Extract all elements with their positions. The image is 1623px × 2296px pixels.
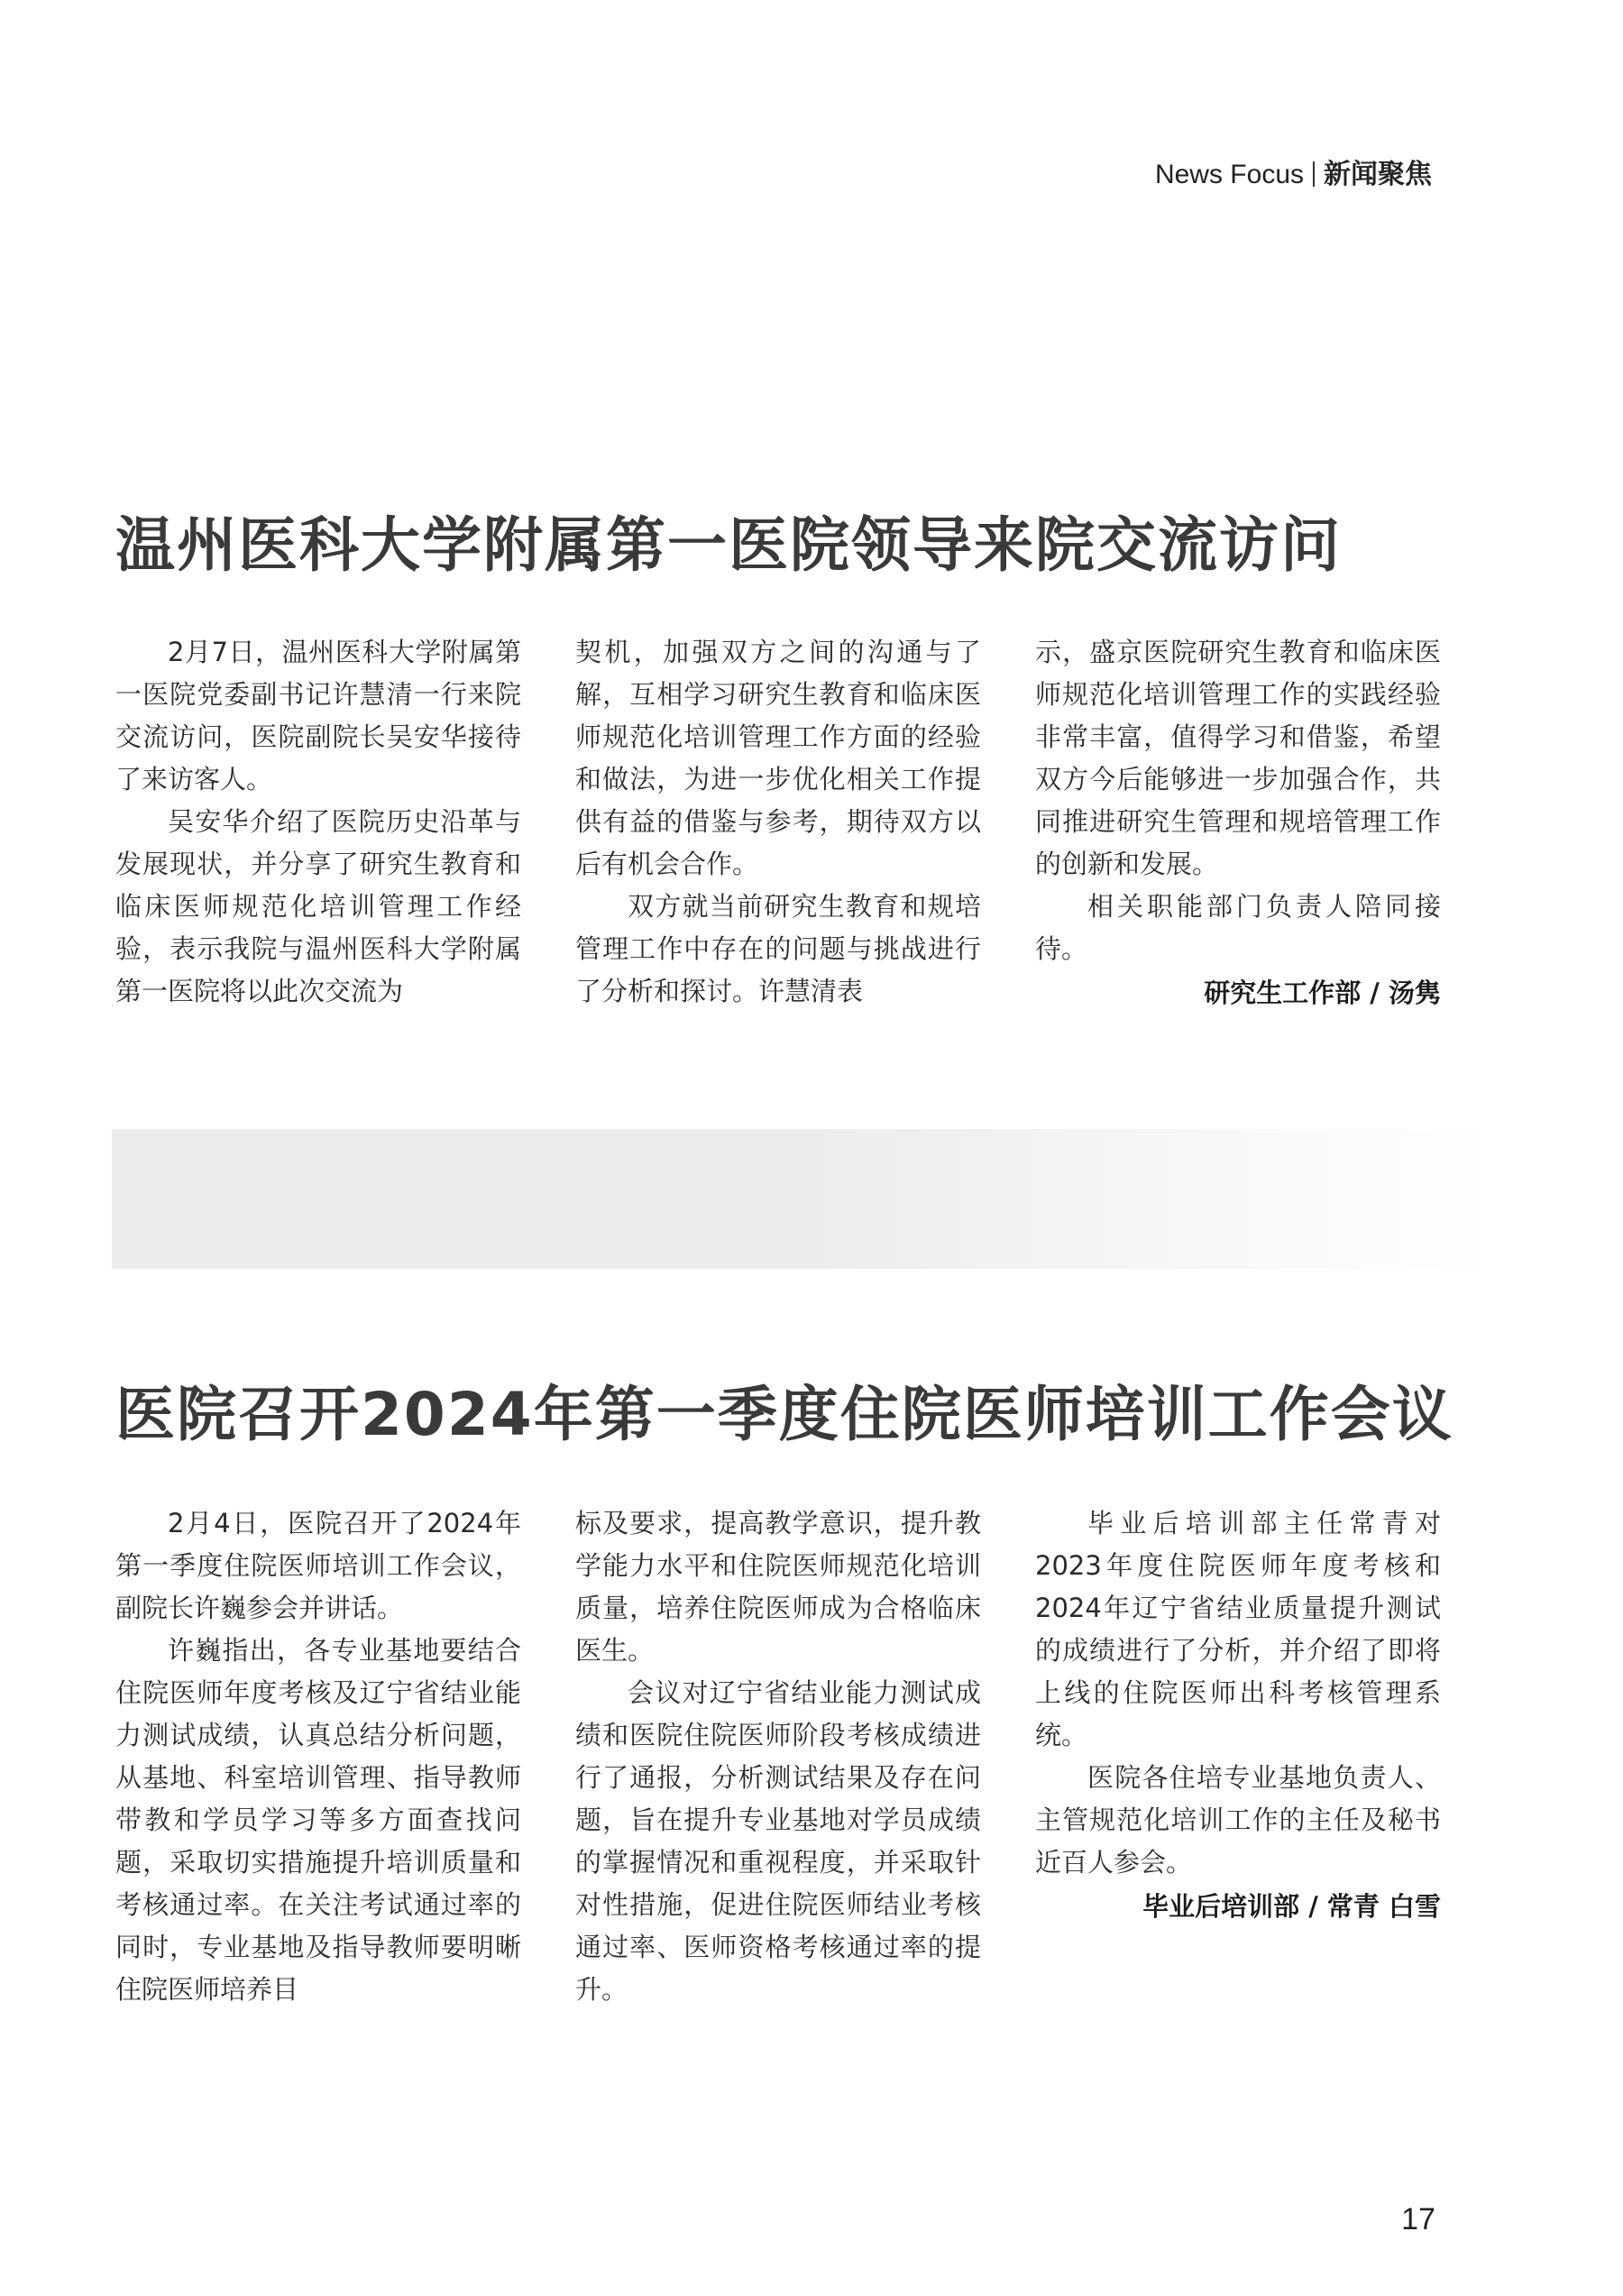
article2-paragraph: 许巍指出，各专业基地要结合住院医师年度考核及辽宁省结业能力测试成绩，认真总结分析问题，从基地、科室培训管理、指导教师带教和学员学习等多方面查找问题，采取切实措施提升培训质量和考核通过率。在关注考试通过率的同时，专业基地及指导教师要明晰住院医师培养目 xyxy=(115,1635,521,2005)
article2-paragraph: 毕业后培训部主任常青对2023年度住院医师年度考核和2024年辽宁省结业质量提升测试的成绩进行了分析，并介绍了即将上线的住院医师出科考核管理系统。 xyxy=(1035,1508,1441,1750)
article1-paragraph: 双方就当前研究生教育和规培管理工作中存在的问题与挑战进行了分析和探讨。许慧清表 xyxy=(575,891,981,1006)
article1-title: 温州医科大学附属第一医院领导来院交流访问 xyxy=(115,510,1342,580)
header-divider xyxy=(1313,161,1315,187)
article2-paragraph: 会议对辽宁省结业能力测试成绩和医院住院医师阶段考核成绩进行了通报，分析测试结果及存在问题，旨在提升专业基地对学员成绩的掌握情况和重视程度，并采取针对性措施，促进住院医师结业考核通过率、医师资格考核通过率的提升。 xyxy=(575,1677,981,2005)
article2-body xyxy=(115,1502,1441,2011)
article2-column-1 xyxy=(115,1502,521,2011)
article1-column-2 xyxy=(575,631,981,1015)
article2-paragraph: 2月4日，医院召开了2024年第一季度住院医师培训工作会议，副院长许巍参会并讲话。 xyxy=(115,1508,521,1623)
article1-body xyxy=(115,631,1441,1015)
section-divider-banner xyxy=(112,1129,1500,1269)
article1-byline: 研究生工作部 / 汤隽 xyxy=(1204,978,1441,1008)
article2-column-2 xyxy=(575,1502,981,2011)
article1-paragraph: 契机，加强双方之间的沟通与了解，互相学习研究生教育和临床医师规范化培训管理工作方面的经验和做法，为进一步优化相关工作提供有益的借鉴与参考，期待双方以后有机会合作。 xyxy=(575,637,981,879)
article1-column-3 xyxy=(1035,631,1441,1015)
article1-column-1 xyxy=(115,631,521,1015)
article2-paragraph: 医院各住培专业基地负责人、主管规范化培训工作的主任及秘书近百人参会。 xyxy=(1035,1762,1441,1878)
article2-byline: 毕业后培训部 / 常青 白雪 xyxy=(1142,1891,1441,1922)
article1-paragraph: 2月7日，温州医科大学附属第一医院党委副书记许慧清一行来院交流访问，医院副院长吴安华接待了来访客人。 xyxy=(115,637,521,794)
article2-column-3 xyxy=(1035,1502,1441,2011)
article1-paragraph: 示，盛京医院研究生教育和临床医师规范化培训管理工作的实践经验非常丰富，值得学习和借鉴，希望双方今后能够进一步加强合作，共同推进研究生管理和规培管理工作的创新和发展。 xyxy=(1035,637,1441,879)
section-label-en: News Focus xyxy=(1154,160,1304,189)
article2-paragraph: 标及要求，提高教学意识，提升教学能力水平和住院医师规范化培训质量，培养住院医师成为合格临床医生。 xyxy=(575,1508,981,1666)
page-number: 17 xyxy=(1401,2202,1435,2236)
article2-title: 医院召开2024年第一季度住院医师培训工作会议 xyxy=(115,1380,1453,1449)
section-header xyxy=(1155,152,1432,191)
article1-paragraph: 吴安华介绍了医院历史沿革与发展现状，并分享了研究生教育和临床医师规范化培训管理工作经验，表示我院与温州医科大学附属第一医院将以此次交流为 xyxy=(115,806,521,1006)
section-label-cn: 新闻聚焦 xyxy=(1324,159,1432,190)
article1-paragraph: 相关职能部门负责人陪同接待。 xyxy=(1035,891,1441,964)
